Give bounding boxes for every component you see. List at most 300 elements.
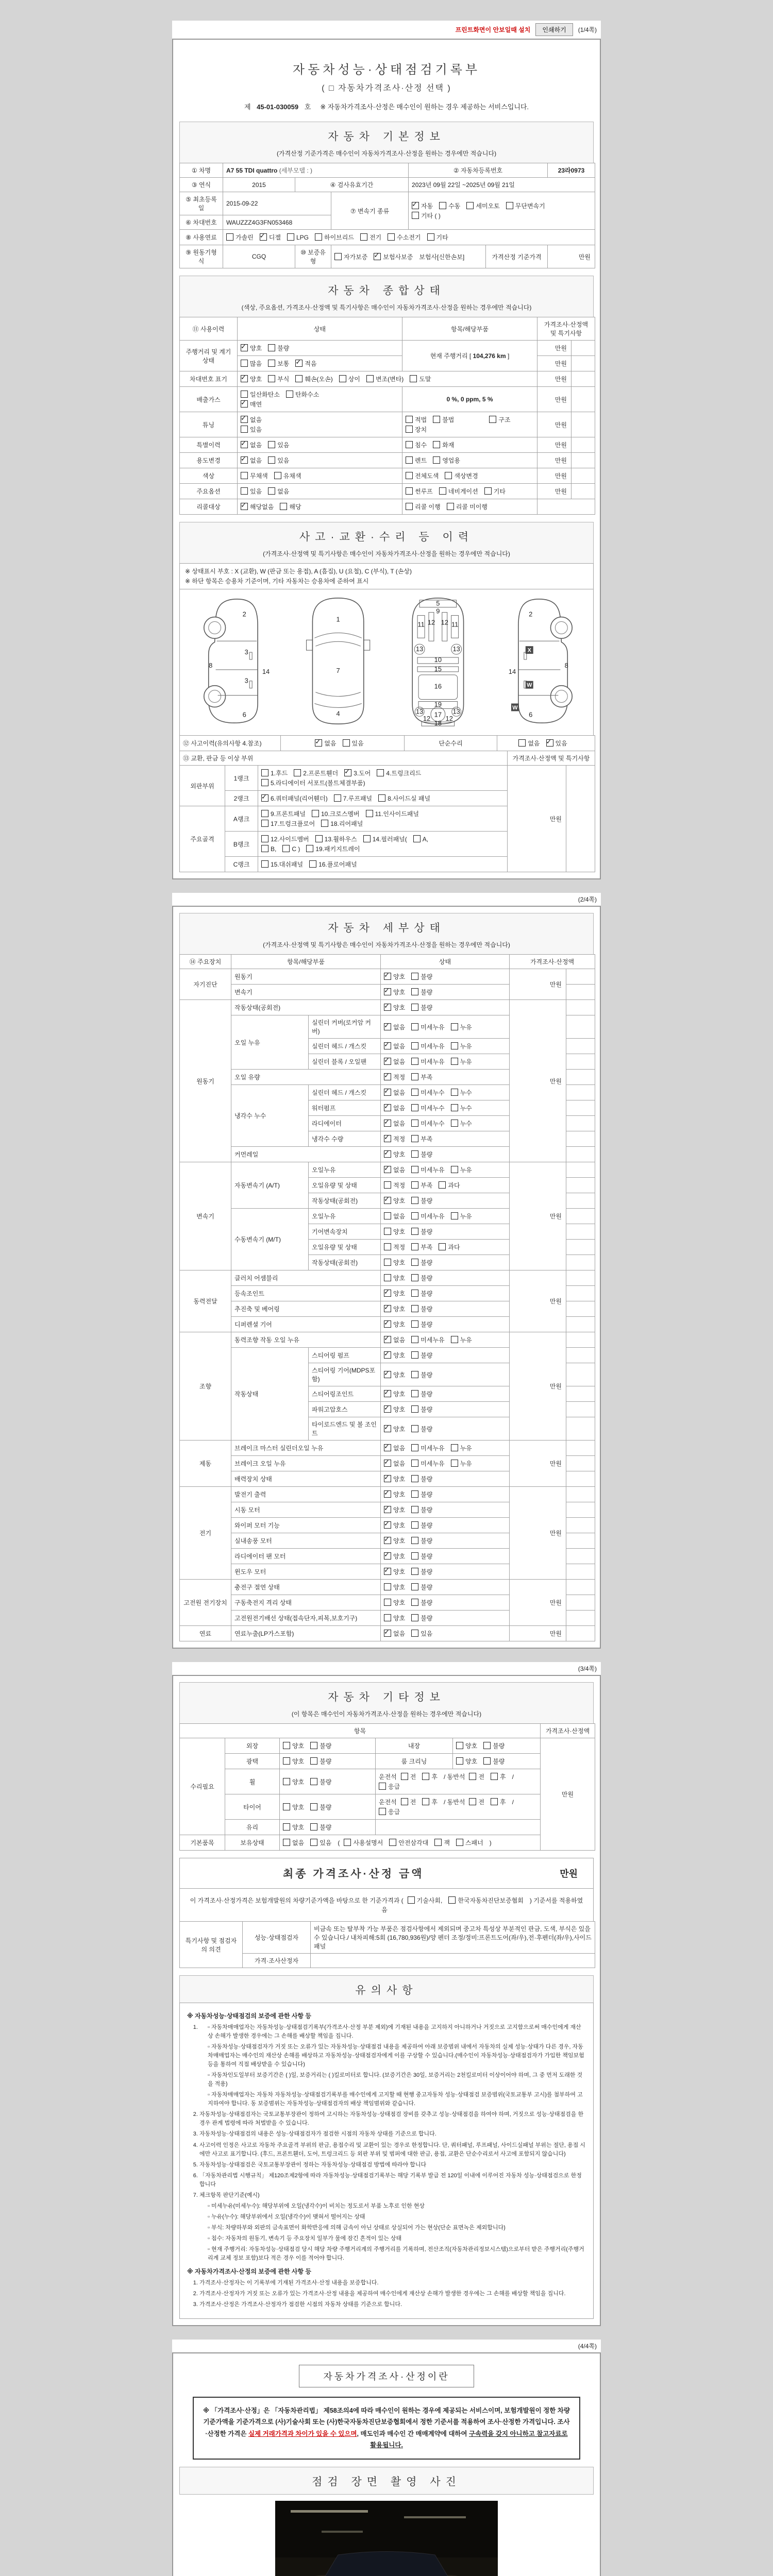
unchecked-checkbox[interactable] — [411, 1073, 418, 1080]
unchecked-checkbox[interactable] — [384, 1274, 391, 1281]
checkbox-option — [411, 1389, 432, 1398]
unchecked-checkbox[interactable] — [306, 845, 313, 852]
notes-bullet: ▫ 미세누유(미세누수): 해당부위에 오일(냉각수)이 비치는 정도로서 부품 노후로 인한 현상 — [208, 2202, 586, 2211]
unchecked-checkbox[interactable] — [433, 416, 440, 423]
checkbox-option — [411, 1351, 432, 1360]
unchecked-checkbox[interactable] — [451, 1023, 458, 1030]
unchecked-checkbox[interactable] — [261, 860, 268, 868]
unchecked-checkbox[interactable] — [283, 1803, 290, 1810]
unchecked-checkbox[interactable] — [406, 416, 413, 423]
checked-checkbox[interactable] — [384, 1444, 391, 1451]
checkbox-label: 리콜 미이행 — [456, 503, 488, 511]
unchecked-checkbox[interactable] — [287, 233, 294, 241]
etc-info-table-mount — [179, 1723, 594, 1851]
checkbox-label: 무단변속기 — [515, 202, 545, 210]
checked-checkbox[interactable] — [384, 1089, 391, 1096]
unchecked-checkbox[interactable] — [451, 1042, 458, 1049]
state-checks — [381, 1085, 510, 1100]
unchecked-checkbox[interactable] — [363, 835, 371, 842]
checkbox-option — [384, 1119, 405, 1128]
unchecked-checkbox[interactable] — [456, 1742, 463, 1749]
unchecked-checkbox[interactable] — [451, 1336, 458, 1343]
unchecked-checkbox[interactable] — [261, 810, 268, 817]
checked-checkbox[interactable] — [412, 202, 419, 209]
unchecked-checkbox[interactable] — [451, 1058, 458, 1065]
unchecked-checkbox[interactable] — [282, 845, 290, 852]
checked-checkbox[interactable] — [384, 1490, 391, 1498]
unchecked-checkbox[interactable] — [411, 1135, 418, 1142]
checked-checkbox[interactable] — [241, 400, 248, 408]
unchecked-checkbox[interactable] — [411, 1444, 418, 1451]
unchecked-checkbox[interactable] — [491, 1773, 498, 1780]
unchecked-checkbox[interactable] — [384, 1212, 391, 1219]
unchecked-checkbox[interactable] — [280, 503, 287, 510]
checkbox-option — [310, 1741, 331, 1750]
unchecked-checkbox[interactable] — [439, 202, 446, 209]
checkbox-label: 있음 — [421, 1630, 433, 1638]
unchecked-checkbox[interactable] — [274, 472, 281, 479]
unchecked-checkbox[interactable] — [406, 487, 413, 495]
checkbox-option — [384, 1088, 405, 1097]
unchecked-checkbox[interactable] — [411, 1042, 418, 1049]
unchecked-checkbox[interactable] — [411, 1212, 418, 1219]
notes-item: 6. 「자동차관리법 시행규칙」 제120조제2항에 따라 자동차성능·상태점검기록부는 해당 기록부 발급 전 120일 이내에 이루어진 자동차 성능·상태점검으로 한정합니다 — [199, 2172, 586, 2189]
unchecked-checkbox[interactable] — [410, 375, 417, 382]
unchecked-checkbox[interactable] — [408, 1896, 415, 1904]
checked-checkbox[interactable] — [384, 1290, 391, 1297]
inline-text: / 동반석 — [443, 1799, 465, 1806]
checkbox-option — [411, 1304, 432, 1313]
checked-checkbox[interactable] — [384, 1405, 391, 1413]
empty-cell — [572, 387, 595, 412]
unchecked-checkbox[interactable] — [451, 1089, 458, 1096]
unchecked-checkbox[interactable] — [377, 769, 384, 776]
unchecked-checkbox[interactable] — [427, 233, 434, 241]
unchecked-checkbox[interactable] — [411, 1630, 418, 1637]
unchecked-checkbox[interactable] — [491, 1798, 498, 1805]
checkbox-label: 불량 — [421, 1391, 433, 1398]
unchecked-checkbox[interactable] — [433, 441, 440, 448]
unchecked-checkbox[interactable] — [334, 253, 342, 260]
checked-checkbox[interactable] — [241, 416, 248, 423]
checked-checkbox[interactable] — [241, 441, 248, 448]
unchecked-checkbox[interactable] — [283, 1757, 290, 1765]
checked-checkbox[interactable] — [241, 344, 248, 351]
checked-checkbox[interactable] — [315, 739, 322, 747]
unchecked-checkbox[interactable] — [451, 1166, 458, 1173]
header-device: ⑭ 주요장치 — [180, 955, 231, 969]
unchecked-checkbox[interactable] — [283, 1742, 290, 1749]
unchecked-checkbox[interactable] — [310, 1823, 317, 1831]
checkbox-label: 한국자동차진단보증협회 — [458, 1897, 524, 1905]
device-group: 원동기 — [180, 1000, 231, 1162]
checkbox-option — [384, 988, 405, 996]
unchecked-checkbox[interactable] — [283, 1823, 290, 1831]
panel-number: 6 — [242, 710, 246, 719]
unchecked-checkbox[interactable] — [343, 739, 350, 747]
checkbox-label: 양호 — [393, 1275, 406, 1282]
unchecked-checkbox[interactable] — [268, 456, 275, 464]
unchecked-checkbox[interactable] — [489, 416, 496, 423]
unchecked-checkbox[interactable] — [406, 426, 413, 433]
unchecked-checkbox[interactable] — [411, 1460, 418, 1467]
section-accident-caption: (가격조사·산정액 및 특기사항은 매수인이 자동차가격조사·산정을 원하는 경우에만 적습니다) — [263, 550, 510, 557]
unchecked-checkbox[interactable] — [411, 1150, 418, 1158]
checkbox-label: 변조(변타) — [375, 376, 404, 383]
unchecked-checkbox[interactable] — [413, 835, 421, 842]
checked-checkbox[interactable] — [384, 1023, 391, 1030]
checked-checkbox[interactable] — [384, 1336, 391, 1343]
unchecked-checkbox[interactable] — [406, 441, 413, 448]
checked-checkbox[interactable] — [384, 1150, 391, 1158]
unchecked-checkbox[interactable] — [261, 835, 268, 842]
item: 구동축전지 격리 상태 — [231, 1595, 381, 1611]
checked-checkbox[interactable] — [295, 360, 303, 367]
unchecked-checkbox[interactable] — [447, 503, 454, 510]
unchecked-checkbox[interactable] — [411, 1104, 418, 1111]
unchecked-checkbox[interactable] — [411, 1425, 418, 1432]
checked-checkbox[interactable] — [384, 1351, 391, 1359]
checked-checkbox[interactable] — [384, 1521, 391, 1529]
unchecked-checkbox[interactable] — [411, 1305, 418, 1312]
unchecked-checkbox[interactable] — [439, 487, 446, 495]
unchecked-checkbox[interactable] — [241, 487, 248, 495]
unchecked-checkbox[interactable] — [451, 1460, 458, 1467]
unchecked-checkbox[interactable] — [268, 344, 275, 351]
checkbox-option — [411, 1003, 432, 1012]
checked-checkbox[interactable] — [384, 1390, 391, 1397]
unchecked-checkbox[interactable] — [448, 1896, 456, 1904]
checkbox-label: 불량 — [421, 1151, 433, 1159]
unchecked-checkbox[interactable] — [389, 1839, 396, 1846]
unchecked-checkbox[interactable] — [411, 1405, 418, 1413]
unchecked-checkbox[interactable] — [412, 212, 419, 219]
table-row — [180, 1754, 595, 1769]
unchecked-checkbox[interactable] — [310, 1803, 317, 1810]
checkbox-label: 2.프론트휀더 — [303, 770, 339, 777]
unchecked-checkbox[interactable] — [378, 794, 385, 802]
print-button[interactable]: 인쇄하기 — [535, 23, 573, 36]
svg-text:W: W — [512, 705, 518, 711]
table-row — [180, 1270, 595, 1286]
unchecked-checkbox[interactable] — [483, 1757, 491, 1765]
unchecked-checkbox[interactable] — [411, 1120, 418, 1127]
value-current-mileage: 현재 주행거리 [ 104,276 km ] — [402, 341, 537, 371]
unchecked-checkbox[interactable] — [261, 820, 268, 827]
state-checks — [381, 1595, 510, 1611]
checked-checkbox[interactable] — [384, 1004, 391, 1011]
checkbox-label: 적음 — [305, 360, 317, 367]
unchecked-checkbox[interactable] — [406, 503, 413, 510]
unchecked-checkbox[interactable] — [384, 1243, 391, 1250]
unchecked-checkbox[interactable] — [451, 1212, 458, 1219]
unchecked-checkbox[interactable] — [439, 1243, 446, 1250]
unchecked-checkbox[interactable] — [411, 1599, 418, 1606]
checkbox-option — [422, 1772, 438, 1781]
unchecked-checkbox[interactable] — [312, 810, 319, 817]
unchecked-checkbox[interactable] — [422, 1773, 429, 1780]
checkbox-option — [384, 1536, 405, 1545]
unchecked-checkbox[interactable] — [411, 1228, 418, 1235]
unchecked-checkbox[interactable] — [384, 1583, 391, 1590]
checked-checkbox[interactable] — [384, 988, 391, 995]
unchecked-checkbox[interactable] — [434, 1839, 442, 1846]
unchecked-checkbox[interactable] — [310, 1839, 317, 1846]
unchecked-checkbox[interactable] — [411, 1023, 418, 1030]
checked-checkbox[interactable] — [384, 1425, 391, 1432]
unchecked-checkbox[interactable] — [241, 426, 248, 433]
unchecked-checkbox[interactable] — [334, 794, 341, 802]
unchecked-checkbox[interactable] — [309, 860, 316, 868]
checkbox-label: 리콜 이행 — [415, 503, 441, 511]
unchecked-checkbox[interactable] — [411, 1320, 418, 1328]
checked-checkbox[interactable] — [384, 1166, 391, 1173]
checkbox-label: 응급 — [388, 1783, 400, 1791]
checkbox-label: 매연 — [250, 401, 262, 408]
unchecked-checkbox[interactable] — [268, 487, 275, 495]
note-cell — [566, 1402, 595, 1417]
state-checks — [381, 1348, 510, 1363]
unchecked-checkbox[interactable] — [433, 456, 440, 464]
state-checks — [381, 1386, 510, 1402]
note-cell — [566, 1580, 595, 1595]
unchecked-checkbox[interactable] — [268, 441, 275, 448]
state-checks — [381, 1332, 510, 1348]
unchecked-checkbox[interactable] — [451, 1104, 458, 1111]
checkbox-label: 가솔린 — [236, 234, 254, 241]
checked-checkbox[interactable] — [384, 1460, 391, 1467]
unchecked-checkbox[interactable] — [518, 739, 526, 747]
checkbox-label: 양호 — [465, 1758, 478, 1766]
unchecked-checkbox[interactable] — [401, 1798, 408, 1805]
panel-number: 5 — [436, 600, 440, 608]
checked-checkbox[interactable] — [384, 1058, 391, 1065]
checkbox-option — [384, 1552, 405, 1561]
checked-checkbox[interactable] — [384, 1475, 391, 1482]
unchecked-checkbox[interactable] — [379, 1808, 386, 1815]
unchecked-checkbox[interactable] — [439, 1181, 446, 1189]
cell: 만원 — [537, 341, 572, 356]
unchecked-checkbox[interactable] — [315, 233, 322, 241]
price-cell: 만원 — [510, 1162, 566, 1270]
unchecked-checkbox[interactable] — [411, 1089, 418, 1096]
label-price-assessor: 가격·조사산정자 — [243, 1954, 311, 1968]
notes-content — [179, 2003, 594, 2318]
unchecked-checkbox[interactable] — [456, 1757, 463, 1765]
device-group: 자기진단 — [180, 969, 231, 1000]
checked-checkbox[interactable] — [384, 1506, 391, 1513]
unchecked-checkbox[interactable] — [411, 973, 418, 980]
checked-checkbox[interactable] — [384, 1135, 391, 1142]
empty-cell — [238, 341, 402, 356]
table-row — [180, 1835, 595, 1851]
unchecked-checkbox[interactable] — [226, 233, 233, 241]
unchecked-checkbox[interactable] — [379, 1783, 386, 1790]
checkbox-label: 과다 — [448, 1244, 460, 1251]
unchecked-checkbox[interactable] — [310, 1778, 317, 1785]
checked-checkbox[interactable] — [384, 1042, 391, 1049]
unchecked-checkbox[interactable] — [451, 1444, 458, 1451]
checkbox-label: 불량 — [493, 1758, 505, 1766]
unchecked-checkbox[interactable] — [310, 1757, 317, 1765]
unchecked-checkbox[interactable] — [401, 1773, 408, 1780]
unchecked-checkbox[interactable] — [469, 1798, 476, 1805]
unchecked-checkbox[interactable] — [445, 472, 452, 479]
empty-cell — [258, 806, 508, 832]
checked-checkbox[interactable] — [384, 1104, 391, 1111]
checkbox-option — [439, 1181, 460, 1190]
checked-checkbox[interactable] — [241, 503, 248, 510]
unchecked-checkbox[interactable] — [411, 1058, 418, 1065]
checked-checkbox[interactable] — [374, 253, 381, 260]
unchecked-checkbox[interactable] — [411, 1197, 418, 1204]
unchecked-checkbox[interactable] — [411, 1181, 418, 1189]
unchecked-checkbox[interactable] — [384, 1181, 391, 1189]
checked-checkbox[interactable] — [241, 456, 248, 464]
checked-checkbox[interactable] — [384, 1320, 391, 1328]
checked-checkbox[interactable] — [384, 1371, 391, 1378]
checkbox-label: 세미오토 — [476, 202, 500, 210]
unchecked-checkbox[interactable] — [406, 456, 413, 464]
unchecked-checkbox[interactable] — [268, 360, 275, 367]
car-view-right-side — [509, 599, 572, 723]
unchecked-checkbox[interactable] — [411, 1259, 418, 1266]
checkbox-option — [241, 359, 262, 368]
unchecked-checkbox[interactable] — [411, 1521, 418, 1529]
unchecked-checkbox[interactable] — [484, 487, 492, 495]
checked-checkbox[interactable] — [384, 1568, 391, 1575]
unchecked-checkbox[interactable] — [411, 1371, 418, 1378]
unchecked-checkbox[interactable] — [466, 202, 474, 209]
checked-checkbox[interactable] — [384, 1073, 391, 1080]
checkbox-option — [344, 769, 371, 777]
label-vin: ⑥ 차대번호 — [180, 215, 223, 230]
unchecked-checkbox[interactable] — [321, 820, 328, 827]
unchecked-checkbox[interactable] — [261, 769, 268, 776]
checked-checkbox[interactable] — [384, 1120, 391, 1127]
unchecked-checkbox[interactable] — [261, 779, 268, 786]
checked-checkbox[interactable] — [384, 1305, 391, 1312]
checkbox-option — [260, 233, 281, 242]
unchecked-checkbox[interactable] — [411, 1351, 418, 1359]
unchecked-checkbox[interactable] — [241, 360, 248, 367]
checked-checkbox[interactable] — [241, 375, 248, 382]
item: 실내송풍 모터 — [231, 1533, 381, 1549]
checkbox-option — [451, 1088, 472, 1097]
unchecked-checkbox[interactable] — [451, 1120, 458, 1127]
unchecked-checkbox[interactable] — [411, 1243, 418, 1250]
checked-checkbox[interactable] — [384, 1630, 391, 1637]
checked-checkbox[interactable] — [384, 973, 391, 980]
unchecked-checkbox[interactable] — [241, 391, 248, 398]
empty-cell — [572, 341, 595, 356]
unchecked-checkbox[interactable] — [411, 1390, 418, 1397]
checkbox-label: 없음 — [250, 442, 262, 449]
unchecked-checkbox[interactable] — [339, 375, 346, 382]
checkbox-label: 일산화탄소 — [250, 391, 280, 398]
panel-number: 13 — [452, 707, 460, 716]
checked-checkbox[interactable] — [546, 739, 553, 747]
checked-checkbox[interactable] — [260, 233, 267, 241]
unchecked-checkbox[interactable] — [411, 988, 418, 995]
checkbox-label: 불량 — [421, 1321, 433, 1329]
notes-heading: ※ 자동차성능·상태점검의 보증에 관한 사항 등 — [187, 2012, 311, 2020]
unchecked-checkbox[interactable] — [506, 202, 513, 209]
unchecked-checkbox[interactable] — [295, 375, 303, 382]
unchecked-checkbox[interactable] — [360, 233, 367, 241]
unchecked-checkbox[interactable] — [456, 1839, 463, 1846]
unchecked-checkbox[interactable] — [388, 233, 395, 241]
unchecked-checkbox[interactable] — [411, 1583, 418, 1590]
unchecked-checkbox[interactable] — [411, 1537, 418, 1544]
unchecked-checkbox[interactable] — [315, 835, 323, 842]
unchecked-checkbox[interactable] — [344, 1839, 351, 1846]
unchecked-checkbox[interactable] — [294, 769, 301, 776]
state-checks — [381, 1456, 510, 1471]
sub-group: 오일 누유 — [231, 1015, 309, 1070]
unchecked-checkbox[interactable] — [411, 1004, 418, 1011]
unchecked-checkbox[interactable] — [310, 1742, 317, 1749]
checked-checkbox[interactable] — [384, 1197, 391, 1204]
unchecked-checkbox[interactable] — [411, 1552, 418, 1560]
empty-cell — [566, 766, 595, 872]
unchecked-checkbox[interactable] — [411, 1475, 418, 1482]
unchecked-checkbox[interactable] — [384, 1599, 391, 1606]
checkbox-label: 없음 — [528, 740, 540, 748]
unchecked-checkbox[interactable] — [411, 1506, 418, 1513]
unchecked-checkbox[interactable] — [406, 472, 413, 479]
value-reg-no: 23라0973 — [548, 163, 595, 178]
checkbox-label: 불량 — [421, 1406, 433, 1414]
unchecked-checkbox[interactable] — [261, 845, 268, 852]
checked-checkbox[interactable] — [384, 1552, 391, 1560]
checkbox-option — [411, 1629, 432, 1638]
table-row — [180, 499, 595, 515]
unchecked-checkbox[interactable] — [411, 1274, 418, 1281]
unchecked-checkbox[interactable] — [384, 1259, 391, 1266]
checkbox-label: 13.휠하우스 — [324, 836, 357, 843]
unchecked-checkbox[interactable] — [411, 1490, 418, 1498]
unchecked-checkbox[interactable] — [411, 1290, 418, 1297]
unchecked-checkbox[interactable] — [384, 1228, 391, 1235]
checked-checkbox[interactable] — [384, 1537, 391, 1544]
unchecked-checkbox[interactable] — [411, 1568, 418, 1575]
unchecked-checkbox[interactable] — [286, 391, 293, 398]
unchecked-checkbox[interactable] — [411, 1614, 418, 1621]
unchecked-checkbox[interactable] — [268, 375, 275, 382]
unchecked-checkbox[interactable] — [366, 375, 374, 382]
checked-checkbox[interactable] — [344, 769, 351, 776]
unchecked-checkbox[interactable] — [422, 1798, 429, 1805]
unchecked-checkbox[interactable] — [483, 1742, 491, 1749]
final-price-note — [179, 1888, 594, 1922]
unchecked-checkbox[interactable] — [283, 1839, 290, 1846]
unchecked-checkbox[interactable] — [411, 1166, 418, 1173]
notes-bullet: ▫ 자동차성능·상태점검자가 거짓 또는 오류가 있는 자동차성능·상태점검 내용을 제공하여 아래 보증범위 내에서 자동차의 실제 성능·상태가 다른 경우, 자동차매매업자는 매수인의 재산상 손해를 배상하고 자동차성능·상태점검자에게 이를 구상할 수 있습니다.(매수인이 자동차성능·상태점검자가 가입한 책임보험 등을 통하여 직접 배상받을 수 있습니다) — [208, 2043, 586, 2069]
empty-cell — [238, 412, 402, 437]
unchecked-checkbox[interactable] — [366, 810, 373, 817]
section-notes-title: 유의사항 — [355, 1985, 418, 1997]
unchecked-checkbox[interactable] — [469, 1773, 476, 1780]
checked-checkbox[interactable] — [261, 794, 268, 802]
item: 라디에이터 팬 모터 — [231, 1549, 381, 1564]
unchecked-checkbox[interactable] — [411, 1336, 418, 1343]
unchecked-checkbox[interactable] — [384, 1614, 391, 1621]
unchecked-checkbox[interactable] — [283, 1778, 290, 1785]
item: 실린더 커버(로커암 커버) — [309, 1015, 381, 1039]
unchecked-checkbox[interactable] — [241, 472, 248, 479]
cell: 타이어 — [225, 1794, 280, 1820]
